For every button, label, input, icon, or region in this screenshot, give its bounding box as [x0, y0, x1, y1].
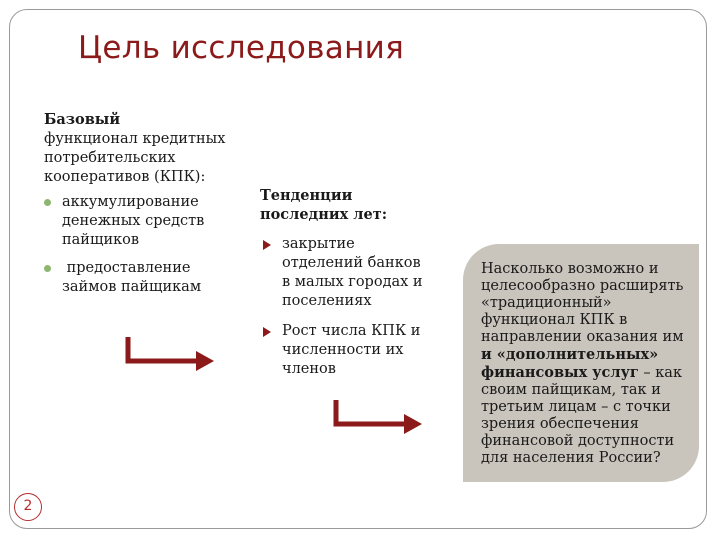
list-item-text: предоставление займов пайщикам [62, 260, 202, 295]
red-triangle-icon [263, 327, 271, 337]
list-item-text: закрытие отделений банков в малых городах и поселениях [282, 236, 423, 309]
elbow-arrow-icon [122, 335, 218, 375]
heading-bold: Базовый [44, 111, 121, 128]
trends-heading: Тенденции последних лет: [260, 187, 388, 223]
question-text-part1: Насколько возможно и целесообразно расширять «традиционный» функционал КПК в направлении оказания им [481, 261, 684, 345]
elbow-arrow-icon [330, 398, 426, 438]
base-functions-list [44, 193, 234, 297]
base-functions-column [44, 110, 234, 306]
slide-title: Цель исследования [78, 30, 405, 66]
trends-list [260, 235, 430, 379]
red-triangle-icon [263, 240, 271, 250]
green-dot-icon [44, 265, 51, 272]
question-text-part2: – как своим пайщикам, так и третьим лицам – с точки зрения обеспечения финансовой доступности для населения России? [481, 365, 683, 466]
trends-column [260, 186, 430, 390]
green-dot-icon [44, 199, 51, 206]
list-item-text: Рост числа КПК и численности их членов [282, 323, 421, 377]
base-functions-heading [44, 110, 234, 187]
list-item-text: аккумулирование денежных средств пайщиков [62, 194, 205, 248]
list-item [44, 193, 234, 250]
page-number: 2 [14, 493, 42, 521]
list-item [260, 322, 430, 379]
heading-rest: функционал кредитных потребительских кооперативов (КПК): [44, 131, 226, 185]
list-item [44, 259, 234, 297]
research-question-box [463, 244, 699, 482]
question-text-bold: и «дополнительных» финансовых услуг [481, 346, 659, 381]
list-item [260, 235, 430, 311]
